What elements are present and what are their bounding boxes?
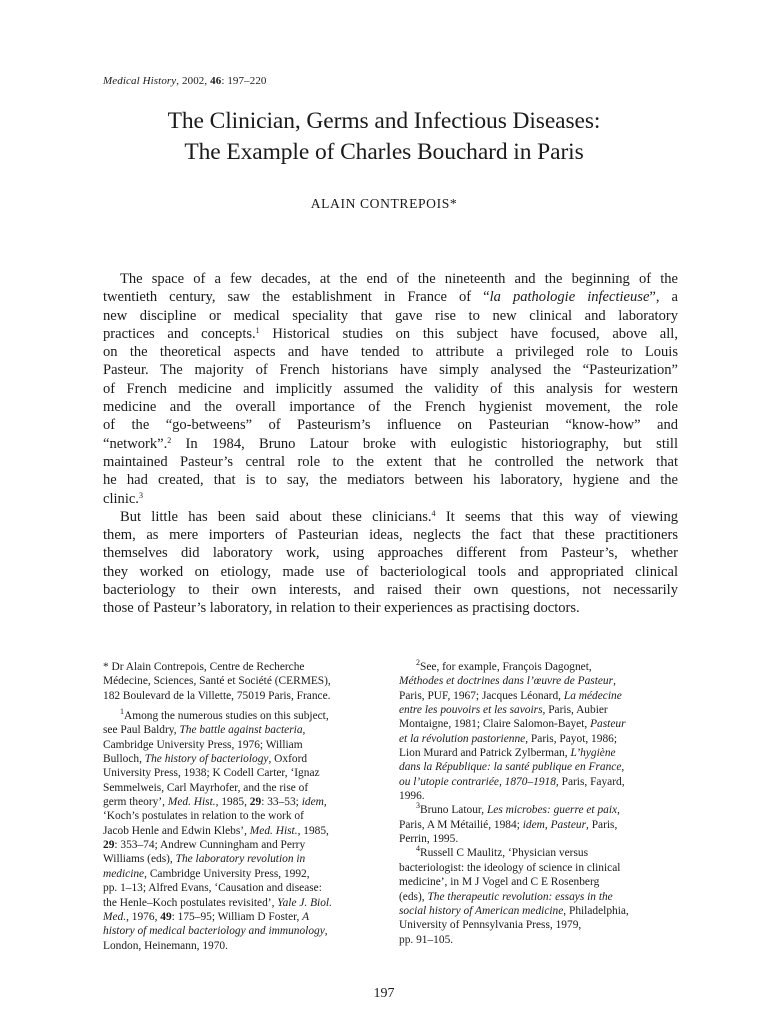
text-line: on the theoretical aspects and have tended to attribute a privileged role to Louis <box>103 344 678 361</box>
text-line: The space of a few decades, at the end of the nineteenth and the beginning of the <box>120 271 678 287</box>
body-text <box>103 270 678 618</box>
text-line: Pasteur. The majority of French historians have simply analysed the “Pasteurization” <box>103 362 678 379</box>
footnote-3: $^3$Bruno Latour, Les microbes: guerre et paix, Paris, A M Métailié, 1984; idem, Pasteur, Paris, Perrin, 1995. <box>399 801 620 846</box>
text-line: he had created, that is to say, the mediators between his laboratory, hygiene and the <box>103 472 678 489</box>
text-line: clinic.$^3$ <box>103 490 143 507</box>
text-line: “network”.$^2$ In 1984, Bruno Latour broke with eulogistic historiography, but still <box>103 435 678 452</box>
page-number: 197 <box>373 986 395 1001</box>
text-line: twentieth century, saw the establishment in France of “la pathologie infectieuse”, a <box>103 289 678 306</box>
author-affiliation-note: * Dr Alain Contrepois, Centre de Recherche Médecine, Sciences, Santé et Société (CERMES), 182 Boulevard de la Villette, 75019 Paris, France. <box>103 661 331 702</box>
text-line: medicine and the overall importance of the French hygienist movement, the role <box>103 399 678 416</box>
text-line: maintained Pasteur’s central role to the extent that he controlled the network that <box>103 453 678 470</box>
text-line: those of Pasteur’s laboratory, in relation to their experiences as practising doctors. <box>103 600 580 617</box>
footnote-ref: 4 <box>431 508 436 518</box>
footnote-ref: 3 <box>138 490 143 500</box>
title-line: The Clinician, Germs and Infectious Diseases: <box>167 108 601 134</box>
footnote-2: $^2$See, for example, François Dagognet, Méthodes et doctrines dans l’œuvre de Pasteur, Paris, PUF, 1967; Jacques Léonard, La médecine entre les pouvoirs et les savoirs, Paris, Aubier Montaigne, 1981; Claire Salomon-Bayet, Pasteur et la révolution pastorienne, Paris, Payot, 1986; Lion Murard and Patrick Zylberman, L’hygiène dans la République: la santé publique en France, ou l’utopie contrariée, 1870–1918, Paris, Fayard, 1996. <box>399 658 626 803</box>
title-line: The Example of Charles Bouchard in Paris <box>184 139 584 165</box>
text-line: of the “go-betweens” of Pasteurism’s influence on Pasteurian “know-how” and <box>103 417 678 434</box>
footnote-ref: 2 <box>167 435 172 445</box>
text-line: new discipline or medical speciality that gave rise to new clinical and laboratory <box>103 307 678 324</box>
footnote-1: $^1$Among the numerous studies on this subject, see Paul Baldry, The battle against bacteria, Cambridge University Press, 1976; William Bulloch, The history of bacteriology, Oxford University Press, 1938; K Codell Carter, ‘Ignaz Semmelweis, Carl Mayrhofer, and the rise of germ theory’, Med. Hist., 1985, 29: 33–53; idem, ‘Koch’s postulates in relation to the work of Jacob Henle and Edwin Klebs’, Med. Hist., 1985, 29: 353–74; Andrew Cunningham and Perry Williams (eds), The laboratory revolution in medicine, Cambridge University Press, 1992, pp. 1–13; Alfred Evans, ‘Causation and disease: the Henle–Koch postulates revisited’, Yale J. Biol. Med., 1976, 49: 175–95; William D Foster, A history of medical bacteriology and immunology, London, Heinemann, 1970. <box>103 707 332 952</box>
text-line: them, as mere importers of Pasteurian ideas, neglects the fact that these practitioners <box>103 527 678 544</box>
footnote-ref: 1 <box>255 325 260 335</box>
text-line: themselves did laboratory work, using approaches different from Pasteur’s, whether <box>103 545 678 562</box>
author-name: ALAIN CONTREPOIS* <box>310 196 458 211</box>
text-line: practices and concepts.$^1$ Historical studies on this subject have focused, above all, <box>103 325 678 342</box>
article-title <box>60 106 708 168</box>
text-line: of French medicine and implicitly assumed the validity of this analysis for western <box>103 380 678 397</box>
text-line: But little has been said about these clinicians.$^4$ It seems that this way of viewing <box>120 508 678 525</box>
footnote-4: $^4$Russell C Maulitz, ‘Physician versus bacteriologist: the ideology of science in clinical medicine’, in M J Vogel and C E Rosenberg (eds), The therapeutic revolution: essays in the social history of American medicine, Philadelphia, University of Pennsylvania Press, 1979, pp. 91–105. <box>399 844 629 946</box>
footnotes-right-column <box>399 660 679 947</box>
journal-citation: Medical History, 2002, 46: 197–220 <box>103 75 267 87</box>
footnotes-left-column <box>103 660 383 953</box>
text-line: bacteriology to their own interests, and raised their own questions, not necessarily <box>103 582 678 599</box>
text-line: they worked on etiology, made use of bacteriological tools and appropriated clinical <box>103 563 678 580</box>
